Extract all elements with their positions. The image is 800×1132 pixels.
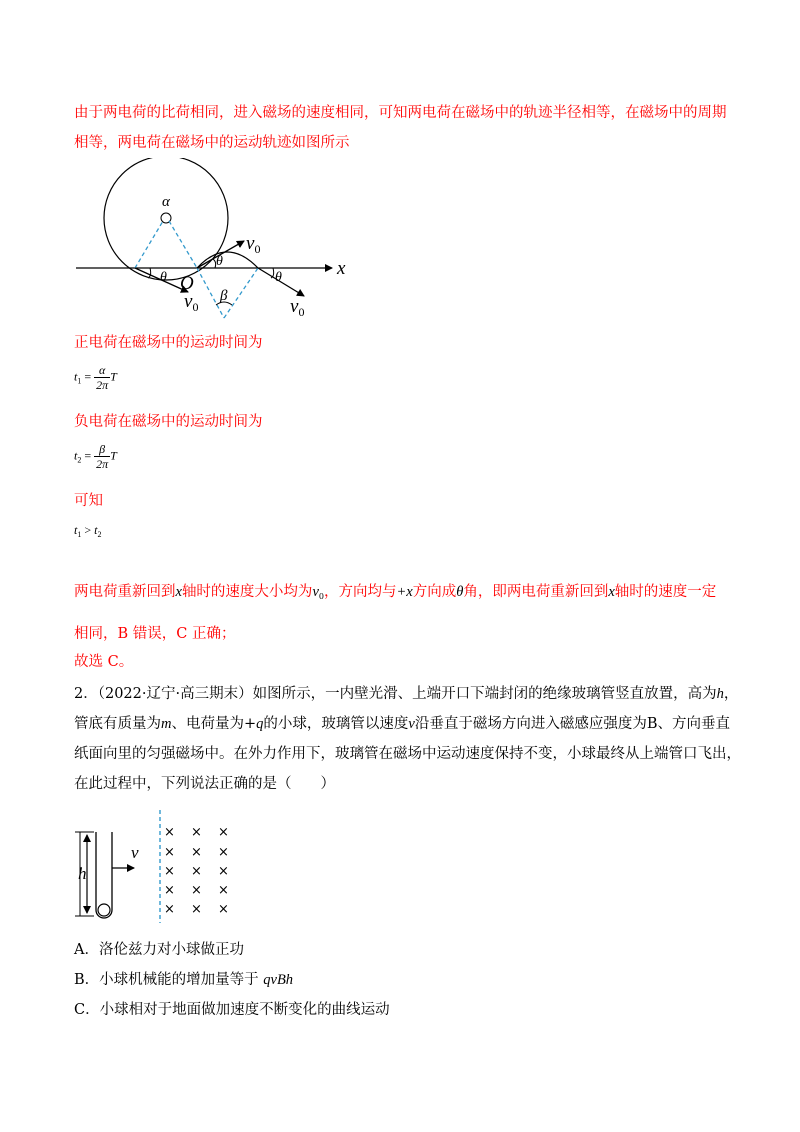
positive-trajectory-circle	[104, 158, 228, 280]
origin-label: O	[180, 273, 194, 294]
svg-text:×: ×	[164, 845, 175, 860]
conclusion-label: 可知	[74, 493, 103, 509]
magnetic-field-crosses	[164, 825, 229, 917]
equation-compare: $t_1 > t_2$	[74, 523, 102, 539]
height-label: h	[78, 864, 87, 883]
theta-label-left: θ	[160, 270, 167, 285]
svg-text:×: ×	[218, 864, 229, 879]
equation-t2: $t_2$ = $\frac{\beta}{2\pi}$ T	[74, 442, 117, 471]
radius-line-lower-right	[224, 268, 258, 318]
alpha-label: α	[162, 194, 170, 210]
answer-line: 故选 C。	[74, 654, 134, 670]
x-axis-label: x	[337, 258, 346, 279]
v0-label-left: $v_0$	[184, 291, 199, 314]
svg-text:×: ×	[218, 883, 229, 898]
question-line-3: 纸面向里的匀强磁场中。在外力作用下，玻璃管在磁场中运动速度保持不变，小球最终从上端管口飞出，	[74, 746, 741, 762]
tube-velocity-label: v	[131, 843, 139, 862]
question-line-2: 管底有质量为m、电荷量为+q的小球，玻璃管以速度v沿垂直于磁场方向进入磁感应强度为B、方向垂直	[74, 716, 730, 732]
radius-line-right	[169, 221, 197, 268]
svg-text:×: ×	[164, 883, 175, 898]
option-c[interactable]: C．小球相对于地面做加速度不断变化的曲线运动	[74, 1002, 390, 1018]
svg-text:×: ×	[164, 902, 175, 917]
equation-t1: $t_1$ = $\frac{\alpha}{2\pi}$ T	[74, 363, 117, 392]
svg-text:×: ×	[191, 845, 202, 860]
option-a[interactable]: A．洛伦兹力对小球做正功	[74, 942, 244, 958]
svg-text:×: ×	[218, 902, 229, 917]
question-line-4: 在此过程中，下列说法正确的是（ ）	[74, 776, 335, 792]
solution-intro: 由于两电荷的比荷相同，进入磁场的速度相同，可知两电荷在磁场中的轨迹半径相等，在磁场中的周期相等，两电荷在磁场中的运动轨迹如图所示	[74, 105, 727, 151]
v0-label-upper: $v_0$	[246, 233, 261, 256]
radius-line-left	[135, 221, 163, 268]
svg-text:×: ×	[164, 864, 175, 879]
svg-text:×: ×	[191, 864, 202, 879]
beta-label: β	[220, 288, 228, 304]
negative-time-label: 负电荷在磁场中的运动时间为	[74, 414, 263, 430]
theta-label-middle: θ	[216, 254, 223, 269]
question-line-1: 2．（2022·辽宁·高三期末）如图所示，一内壁光滑、上端开口下端封闭的绝缘玻璃管竖直放置，高为h，	[74, 686, 739, 702]
velocity-statement: 两电荷重新回到x轴时的速度大小均为$v_0$，方向均与+x方向成θ角，即两电荷重新回到x轴时的速度一定	[74, 584, 717, 601]
option-b[interactable]: B．小球机械能的增加量等于 qvBh	[74, 972, 294, 988]
positive-time-label: 正电荷在磁场中的运动时间为	[74, 335, 263, 351]
svg-text:×: ×	[191, 883, 202, 898]
magnetic-field-figure	[70, 805, 250, 927]
theta-arc-left	[148, 268, 151, 278]
svg-text:×: ×	[191, 902, 202, 917]
theta-label-right: θ	[275, 270, 282, 285]
svg-text:×: ×	[218, 825, 229, 840]
svg-text:×: ×	[164, 825, 175, 840]
svg-text:×: ×	[218, 845, 229, 860]
svg-text:×: ×	[191, 825, 202, 840]
v0-label-right: $v_0$	[290, 296, 305, 319]
velocity-statement-line2: 相同，B 错误，C 正确；	[74, 626, 236, 642]
trajectory-figure	[70, 158, 360, 322]
ball	[98, 904, 110, 916]
